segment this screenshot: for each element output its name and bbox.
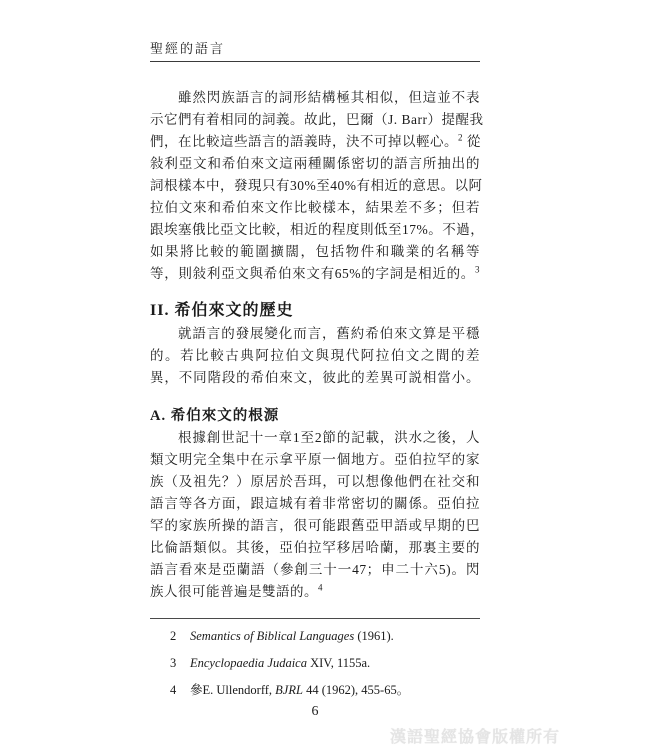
body-line — [150, 559, 480, 581]
text-run: 族（及祖先？）原居於吾珥，可以想像他們在社交和 — [150, 474, 480, 489]
text-run: 比倫語類似。其後，亞伯拉罕移居哈蘭，那裏主要的 — [150, 540, 480, 555]
text-run: BJRL — [275, 683, 303, 697]
footnotes — [150, 628, 480, 709]
body-line — [150, 241, 480, 263]
body-line — [150, 537, 480, 559]
footnote-divider — [150, 618, 480, 619]
footnote-reference: 4 — [318, 582, 323, 593]
text-run: 類文明完全集中在示拿平原一個地方。亞伯拉罕的家 — [150, 452, 480, 467]
body-line — [150, 87, 480, 109]
text-run: 敍利亞文和希伯來文這兩種關係密切的語言所抽出的 — [150, 156, 480, 171]
text-run: XIV, 1155a. — [306, 656, 371, 670]
text-run: 語言等各方面，跟這城有着非常密切的關係。亞伯拉 — [150, 496, 480, 511]
text-run: 根據創世記十一章1至2節的記載，洪水之後，人 — [178, 430, 480, 445]
body-line — [150, 219, 485, 241]
footnote-text — [190, 655, 480, 671]
text-run: 跟埃塞俄比亞文比較，相近的程度則低至17%。不過， — [150, 222, 485, 237]
footnote-item — [150, 628, 480, 644]
text-run: 示它們有着相同的詞義。故此，巴爾（J. Barr）提醒我 — [150, 112, 484, 127]
body-line — [150, 345, 480, 367]
text-run: 就語言的發展變化而言，舊約希伯來文算是平穩 — [178, 326, 480, 341]
page-number: 6 — [311, 704, 319, 719]
running-header: 聖經的語言 — [150, 41, 226, 56]
text-run: 異，不同階段的希伯來文，彼此的差異可説相當小。 — [150, 370, 480, 385]
footnote-item — [150, 655, 480, 671]
body-line — [150, 515, 480, 537]
footnote-text — [190, 682, 480, 698]
body-line — [150, 175, 483, 197]
text-run: 族人很可能普遍是雙語的。 — [150, 584, 318, 599]
body-line — [150, 581, 480, 603]
text-run: 從 — [463, 134, 481, 149]
footnote-number: 3 — [170, 656, 177, 670]
body-line — [150, 131, 480, 153]
text-run: 的。若比較古典阿拉伯文與現代阿拉伯文之間的差 — [150, 348, 480, 363]
text-run: 拉伯文來和希伯來文作比較樣本，結果差不多；但若 — [150, 200, 480, 215]
subsection-heading: A. 希伯來文的根源 — [150, 408, 280, 424]
section-heading: II. 希伯來文的歷史 — [150, 302, 294, 319]
watermark: 漢語聖經協會版權所有 — [390, 729, 561, 746]
text-run: 參E. Ullendorff, — [190, 683, 276, 697]
footnote-reference: 2 — [458, 132, 463, 143]
body-line — [150, 109, 484, 131]
text-run: 如果將比較的範圍擴闊，包括物件和職業的名稱等 — [150, 244, 480, 259]
body-line — [150, 471, 480, 493]
text-run: 44 (1962), 455-65。 — [302, 683, 410, 697]
text-run: 罕的家族所操的語言，很可能跟舊亞甲語或早期的巴 — [150, 518, 480, 533]
text-run: 詞根樣本中，發現只有30%至40%有相近的意思。以阿 — [150, 178, 483, 193]
body-line — [150, 449, 480, 471]
footnote-text — [190, 628, 480, 644]
text-run: 語言看來是亞蘭語（參創三十一47；申二十六5)。閃 — [150, 562, 480, 577]
footnote-number: 2 — [170, 629, 177, 643]
body-line — [150, 263, 480, 285]
footnote-item — [150, 682, 480, 698]
header-rule — [150, 61, 480, 62]
text-run: (1961). — [354, 629, 394, 643]
text-run: 們，在比較這些語言的語義時，決不可掉以輕心。 — [150, 134, 458, 149]
body-line — [150, 323, 480, 345]
body-line — [150, 153, 480, 175]
body-line — [150, 197, 480, 219]
body-text — [150, 87, 485, 603]
text-run: 等，則敍利亞文與希伯來文有65%的字詞是相近的。 — [150, 266, 475, 281]
body-line — [150, 493, 480, 515]
body-line — [150, 427, 480, 449]
text-run: Semantics of Biblical Languages — [190, 629, 355, 643]
footnote-number: 4 — [170, 683, 177, 697]
body-line — [150, 367, 480, 389]
footnote-reference: 3 — [475, 264, 480, 275]
text-run: Encyclopaedia Judaica — [190, 656, 307, 670]
text-run: 雖然閃族語言的詞形結構極其相似，但這並不表 — [178, 90, 480, 105]
